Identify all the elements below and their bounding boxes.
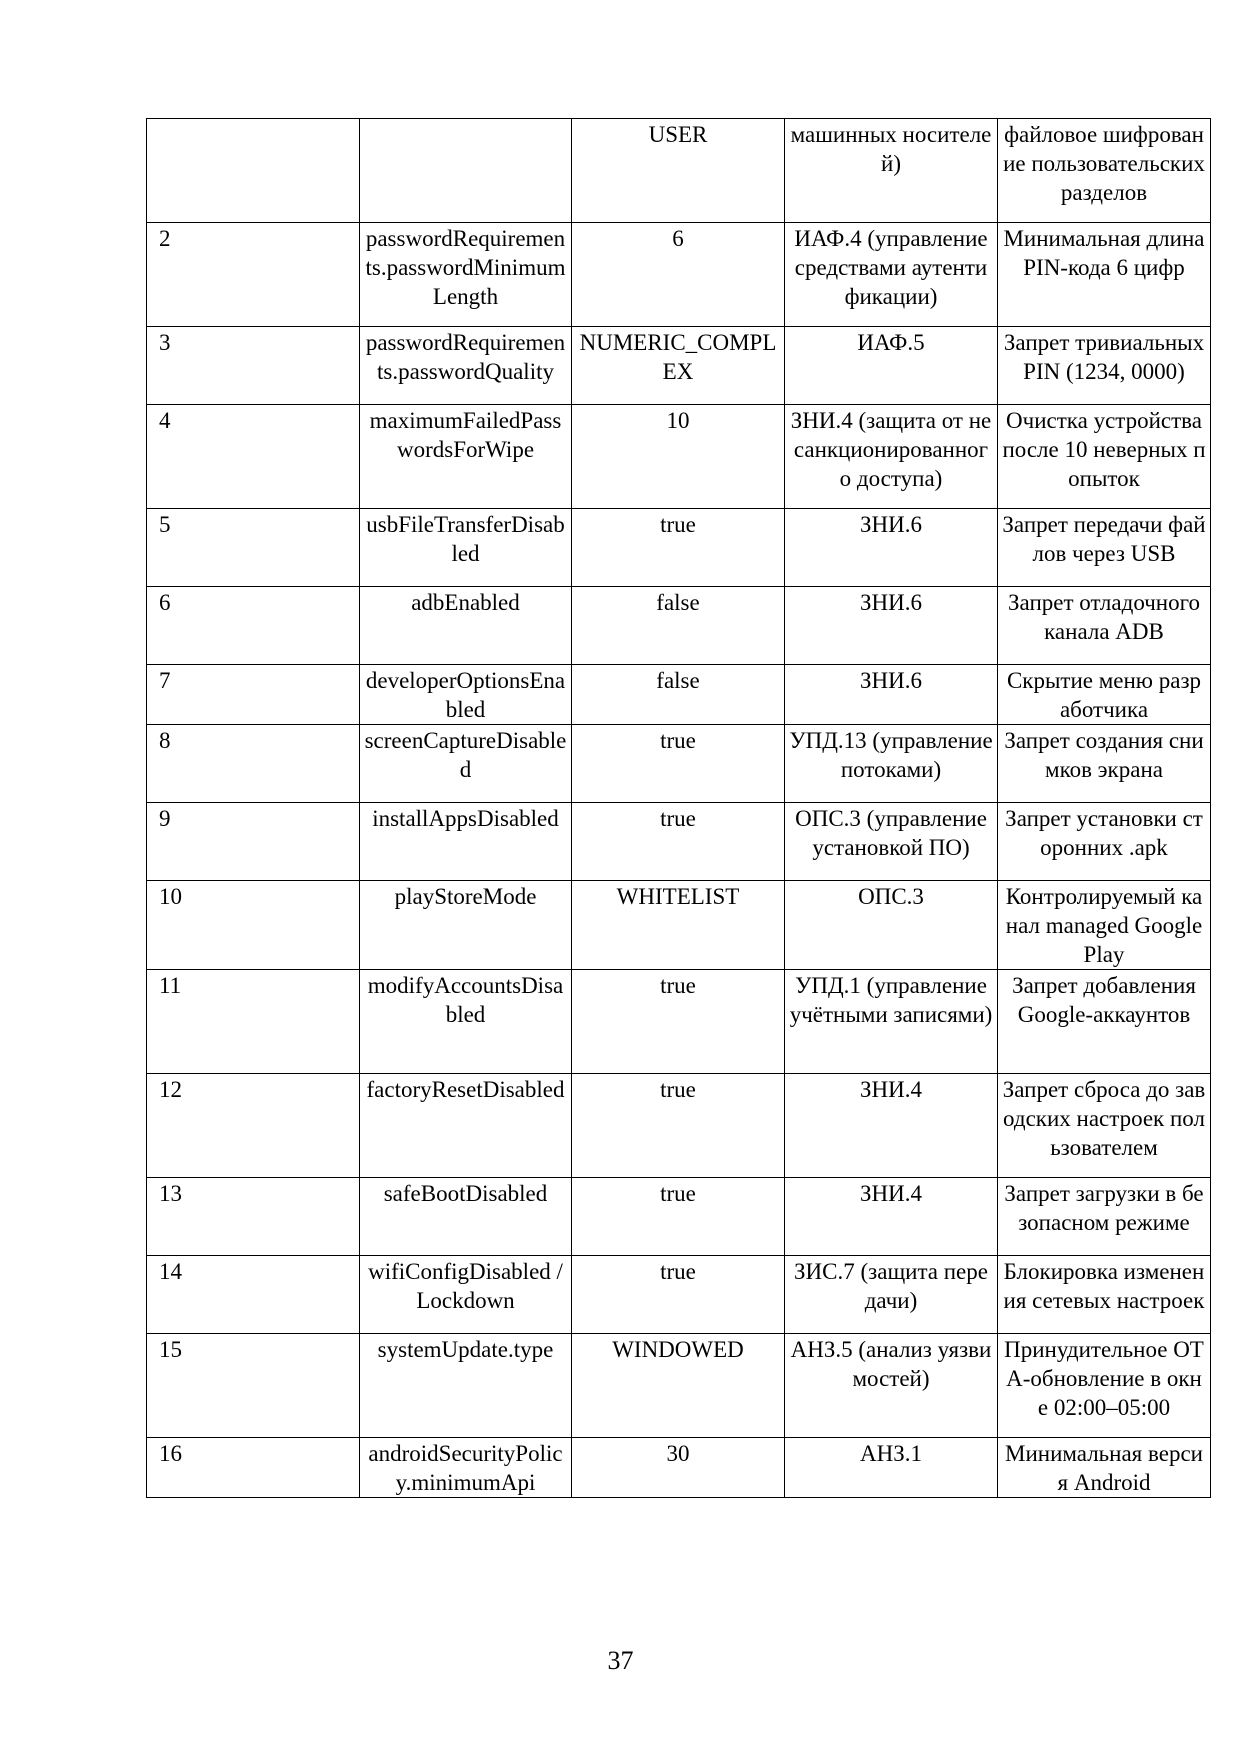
cell-value: 30: [572, 1438, 785, 1498]
table-row: [147, 223, 1211, 327]
cell-description: Запрет создания снимков экрана: [998, 725, 1211, 803]
cell-security-measure: УПД.1 (управление учётными записями): [785, 970, 998, 1074]
cell-parameter: systemUpdate.type: [360, 1334, 572, 1438]
cell-value: 6: [572, 223, 785, 327]
cell-description: Контролируемый канал managed Google Play: [998, 881, 1211, 970]
cell-description: Скрытие меню разработчика: [998, 665, 1211, 725]
cell-value: true: [572, 1178, 785, 1256]
cell-parameter: [360, 119, 572, 223]
cell-row-number: [147, 119, 360, 223]
cell-parameter: passwordRequirements.passwordMinimumLength: [360, 223, 572, 327]
cell-parameter: screenCaptureDisabled: [360, 725, 572, 803]
cell-parameter: safeBootDisabled: [360, 1178, 572, 1256]
page-number: 37: [607, 1646, 634, 1675]
cell-value: true: [572, 1256, 785, 1334]
cell-security-measure: ЗИС.7 (защита передачи): [785, 1256, 998, 1334]
cell-description: Запрет установки сторонних .apk: [998, 803, 1211, 881]
cell-description: Запрет сброса до заводских настроек пользователем: [998, 1074, 1211, 1178]
table-row: [147, 119, 1211, 223]
table-row: [147, 1256, 1211, 1334]
table-row: [147, 1438, 1211, 1498]
cell-parameter: installAppsDisabled: [360, 803, 572, 881]
cell-description: Очистка устройства после 10 неверных попыток: [998, 405, 1211, 509]
table-row: [147, 665, 1211, 725]
cell-security-measure: ЗНИ.6: [785, 665, 998, 725]
cell-description: Запрет загрузки в безопасном режиме: [998, 1178, 1211, 1256]
table-body: [147, 119, 1211, 1498]
table-row: [147, 803, 1211, 881]
cell-description: Запрет тривиальных PIN (1234, 0000): [998, 327, 1211, 405]
cell-row-number: 12: [147, 1074, 360, 1178]
cell-value: NUMERIC_COMPLEX: [572, 327, 785, 405]
cell-parameter: adbEnabled: [360, 587, 572, 665]
cell-value: WHITELIST: [572, 881, 785, 970]
cell-security-measure: ЗНИ.4: [785, 1074, 998, 1178]
cell-parameter: factoryResetDisabled: [360, 1074, 572, 1178]
cell-description: Запрет добавления Google-аккаунтов: [998, 970, 1211, 1074]
cell-security-measure: ОПС.3: [785, 881, 998, 970]
cell-security-measure: ИАФ.4 (управление средствами аутентификации): [785, 223, 998, 327]
cell-parameter: passwordRequirements.passwordQuality: [360, 327, 572, 405]
cell-description: Принудительное OTA-обновление в окне 02:00–05:00: [998, 1334, 1211, 1438]
cell-row-number: 8: [147, 725, 360, 803]
cell-security-measure: ЗНИ.4: [785, 1178, 998, 1256]
cell-description: Запрет отладочного канала ADB: [998, 587, 1211, 665]
cell-parameter: modifyAccountsDisabled: [360, 970, 572, 1074]
cell-row-number: 13: [147, 1178, 360, 1256]
table-row: [147, 1334, 1211, 1438]
cell-description: Блокировка изменения сетевых настроек: [998, 1256, 1211, 1334]
cell-description: Минимальная версия Android: [998, 1438, 1211, 1498]
cell-security-measure: ЗНИ.4 (защита от несанкционированного доступа): [785, 405, 998, 509]
cell-description: файловое шифрование пользовательских разделов: [998, 119, 1211, 223]
cell-security-measure: УПД.13 (управление потоками): [785, 725, 998, 803]
cell-row-number: 7: [147, 665, 360, 725]
table-row: [147, 587, 1211, 665]
table-row: [147, 881, 1211, 970]
table-row: [147, 725, 1211, 803]
cell-value: true: [572, 509, 785, 587]
cell-parameter: wifiConfigDisabled / Lockdown: [360, 1256, 572, 1334]
table-row: [147, 1178, 1211, 1256]
table-row: [147, 1074, 1211, 1178]
cell-row-number: 2: [147, 223, 360, 327]
cell-row-number: 6: [147, 587, 360, 665]
table-row: [147, 970, 1211, 1074]
cell-security-measure: АНЗ.1: [785, 1438, 998, 1498]
cell-parameter: maximumFailedPasswordsForWipe: [360, 405, 572, 509]
cell-row-number: 9: [147, 803, 360, 881]
cell-parameter: developerOptionsEnabled: [360, 665, 572, 725]
cell-security-measure: ЗНИ.6: [785, 509, 998, 587]
table-row: [147, 405, 1211, 509]
cell-row-number: 15: [147, 1334, 360, 1438]
cell-security-measure: машинных носителей): [785, 119, 998, 223]
cell-row-number: 14: [147, 1256, 360, 1334]
cell-value: false: [572, 587, 785, 665]
cell-value: true: [572, 803, 785, 881]
cell-row-number: 10: [147, 881, 360, 970]
cell-row-number: 3: [147, 327, 360, 405]
cell-parameter: usbFileTransferDisabled: [360, 509, 572, 587]
cell-value: true: [572, 1074, 785, 1178]
cell-parameter: androidSecurityPolicy.minimumApi: [360, 1438, 572, 1498]
cell-security-measure: ИАФ.5: [785, 327, 998, 405]
cell-value: false: [572, 665, 785, 725]
cell-value: true: [572, 725, 785, 803]
cell-parameter: playStoreMode: [360, 881, 572, 970]
cell-security-measure: АНЗ.5 (анализ уязвимостей): [785, 1334, 998, 1438]
cell-description: Минимальная длина PIN-кода 6 цифр: [998, 223, 1211, 327]
cell-row-number: 4: [147, 405, 360, 509]
cell-value: WINDOWED: [572, 1334, 785, 1438]
cell-row-number: 16: [147, 1438, 360, 1498]
cell-security-measure: ЗНИ.6: [785, 587, 998, 665]
cell-security-measure: ОПС.3 (управление установкой ПО): [785, 803, 998, 881]
cell-value: 10: [572, 405, 785, 509]
cell-description: Запрет передачи файлов через USB: [998, 509, 1211, 587]
cell-value: true: [572, 970, 785, 1074]
cell-value: USER: [572, 119, 785, 223]
policy-settings-table: [146, 118, 1211, 1498]
table-row: [147, 509, 1211, 587]
cell-row-number: 5: [147, 509, 360, 587]
table-row: [147, 327, 1211, 405]
cell-row-number: 11: [147, 970, 360, 1074]
